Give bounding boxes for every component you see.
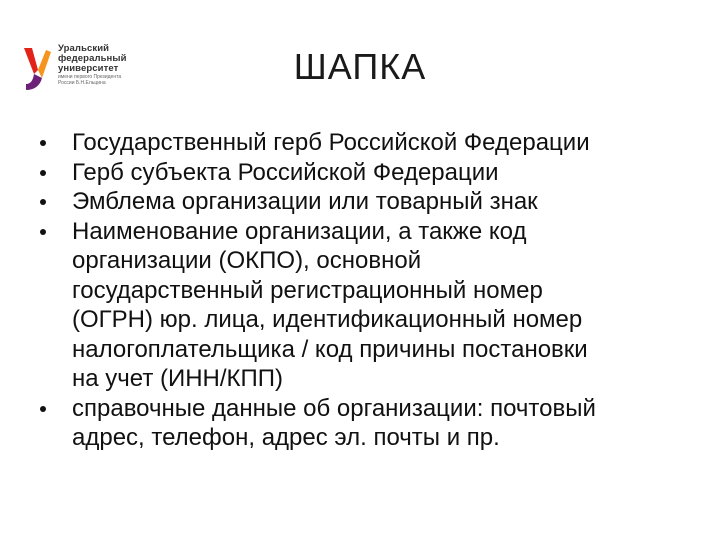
bullet-text: налогоплательщика / код причины постановки [72,335,588,363]
bullet-item [38,217,698,394]
bullet-dot-icon [40,170,46,176]
bullet-text: на учет (ИНН/КПП) [72,365,284,392]
bullet-text: Герб субъекта Российской Федерации [72,158,499,186]
bullet-item [38,394,698,453]
bullet-text: Наименование организации, а также код [72,217,527,245]
logo-line: Уральский [58,43,110,54]
bullet-text: Эмблема организации или товарный знак [72,188,538,215]
logo-line: федеральный [58,53,127,64]
bullet-text: справочные данные об организации: почтовый [72,394,596,422]
bullet-text: адрес, телефон, адрес эл. почты и пр. [72,424,500,451]
bullet-dot-icon [40,140,46,146]
bullet-dot-icon [40,199,46,205]
bullet-text: организации (ОКПО), основной [72,247,422,274]
bullet-text: государственный регистрационный номер [72,276,543,304]
bullet-list [38,128,698,453]
logo-line: университет [58,63,119,74]
bullet-item [38,128,698,158]
bullet-dot-icon [40,229,46,235]
bullet-item [38,158,698,188]
logo-subline: имени первого Президента [58,74,122,80]
slide-title: ШАПКА [293,46,427,87]
bullet-text: (ОГРН) юр. лица, идентификационный номер [72,306,583,333]
bullet-item [38,187,698,217]
logo-subline: России Б.Н.Ельцина [58,80,106,86]
bullet-dot-icon [40,406,46,412]
bullet-text: Государственный герб Российской Федерации [72,129,590,156]
